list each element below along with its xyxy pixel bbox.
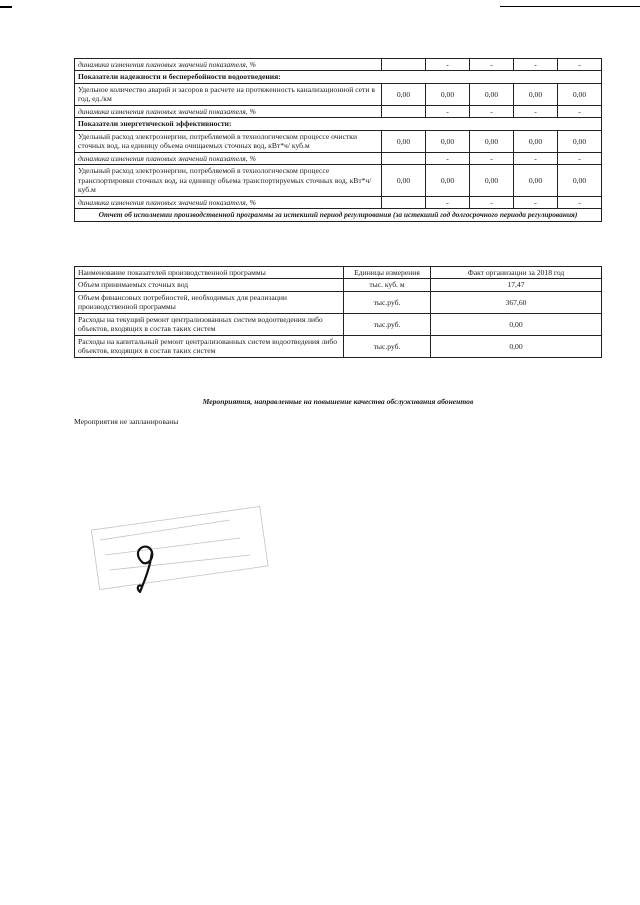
value-cell: 0,00 bbox=[382, 130, 426, 152]
value-cell: - bbox=[470, 105, 514, 117]
indicators-table bbox=[74, 58, 602, 222]
fact-value: 0,00 bbox=[431, 335, 602, 357]
value-cell bbox=[382, 152, 426, 164]
value-cell: 0,00 bbox=[426, 130, 470, 152]
value-cell: 0,00 bbox=[426, 83, 470, 105]
dynamics-row bbox=[75, 59, 602, 71]
table-row bbox=[75, 279, 602, 291]
row-label: динамика изменения плановых значений показателя, % bbox=[75, 196, 382, 208]
indicator-row bbox=[75, 165, 602, 196]
value-cell: - bbox=[558, 196, 602, 208]
row-label: Удельный расход электроэнергии, потребляемой в технологическом процессе очистки сточных вод, на единицу объема очищаемых сточных вод, кВт*ч/ куб.м bbox=[75, 130, 382, 152]
indicator-name: Объем финансовых потребностей, необходимых для реализации производственной программы bbox=[75, 291, 344, 313]
row-label: динамика изменения плановых значений показателя, % bbox=[75, 105, 382, 117]
row-label: Удельный расход электроэнергии, потребляемой в технологическом процессе транспортировки сточных вод, на единицу объема транспортируемых сточных вод, кВт*ч/ куб.м bbox=[75, 165, 382, 196]
value-cell: - bbox=[470, 59, 514, 71]
table-row bbox=[75, 291, 602, 313]
value-cell: - bbox=[514, 196, 558, 208]
indicator-name: Расходы на капитальный ремонт централизованных систем водоотведения либо объектов, входящих в состав таких систем bbox=[75, 335, 344, 357]
unit: тыс.руб. bbox=[344, 313, 431, 335]
handwritten-signature bbox=[138, 547, 152, 592]
row-label: динамика изменения плановых значений показателя, % bbox=[75, 152, 382, 164]
value-cell: - bbox=[558, 59, 602, 71]
row-label: динамика изменения плановых значений показателя, % bbox=[75, 59, 382, 71]
faded-stamp bbox=[91, 506, 268, 589]
unit: тыс.руб. bbox=[344, 335, 431, 357]
indicator-name: Объем принимаемых сточных вод bbox=[75, 279, 344, 291]
measures-heading: Мероприятия, направленные на повышение качества обслуживания абонентов bbox=[202, 397, 474, 406]
table-row bbox=[75, 313, 602, 335]
value-cell: - bbox=[426, 59, 470, 71]
table-row bbox=[75, 335, 602, 357]
table-header-row bbox=[75, 267, 602, 279]
section-header-row bbox=[75, 71, 602, 83]
value-cell: - bbox=[558, 152, 602, 164]
indicator-row bbox=[75, 83, 602, 105]
value-cell: 0,00 bbox=[514, 83, 558, 105]
value-cell: - bbox=[426, 196, 470, 208]
value-cell: - bbox=[514, 152, 558, 164]
fact-value: 17,47 bbox=[431, 279, 602, 291]
top-right-line bbox=[500, 6, 640, 7]
value-cell: 0,00 bbox=[382, 165, 426, 196]
unit: тыс.руб. bbox=[344, 291, 431, 313]
stamp-and-signature bbox=[80, 500, 280, 600]
value-cell: - bbox=[558, 105, 602, 117]
value-cell: - bbox=[426, 152, 470, 164]
value-cell: - bbox=[426, 105, 470, 117]
value-cell bbox=[382, 59, 426, 71]
report-title-row bbox=[75, 209, 602, 221]
value-cell bbox=[382, 105, 426, 117]
section-header: Показатели энергетической эффективности: bbox=[75, 118, 602, 130]
value-cell: 0,00 bbox=[558, 130, 602, 152]
value-cell: - bbox=[470, 152, 514, 164]
section-header-row bbox=[75, 118, 602, 130]
header-indicator-name: Наименование показателей производственной программы bbox=[75, 267, 344, 279]
header-fact-2018: Факт организации за 2018 год bbox=[431, 267, 602, 279]
value-cell: 0,00 bbox=[382, 83, 426, 105]
value-cell: 0,00 bbox=[470, 130, 514, 152]
dynamics-row bbox=[75, 196, 602, 208]
indicator-name: Расходы на текущий ремонт централизованных систем водоотведения либо объектов, входящих в состав таких систем bbox=[75, 313, 344, 335]
fact-value: 367,60 bbox=[431, 291, 602, 313]
value-cell: 0,00 bbox=[470, 165, 514, 196]
header-units: Единицы измерения bbox=[344, 267, 431, 279]
section-header: Показатели надежности и бесперебойности водоотведения: bbox=[75, 71, 602, 83]
production-program-report-table bbox=[74, 266, 602, 358]
unit: тыс. куб. м bbox=[344, 279, 431, 291]
dynamics-row bbox=[75, 152, 602, 164]
report-title: Отчет об исполнении производственной программы за истекший период регулирования (за истекший год долгосрочного периода регулирования) bbox=[75, 209, 602, 221]
value-cell: - bbox=[470, 196, 514, 208]
value-cell: 0,00 bbox=[558, 165, 602, 196]
row-label: Удельное количество аварий и засоров в расчете на протяженность канализационной сети в год, ед./км bbox=[75, 83, 382, 105]
indicator-row bbox=[75, 130, 602, 152]
value-cell: - bbox=[514, 59, 558, 71]
dynamics-row bbox=[75, 105, 602, 117]
top-left-mark bbox=[0, 6, 12, 8]
value-cell: 0,00 bbox=[426, 165, 470, 196]
fact-value: 0,00 bbox=[431, 313, 602, 335]
value-cell: 0,00 bbox=[514, 165, 558, 196]
value-cell: 0,00 bbox=[558, 83, 602, 105]
measures-text: Мероприятия не запланированы bbox=[74, 417, 179, 426]
value-cell bbox=[382, 196, 426, 208]
value-cell: 0,00 bbox=[514, 130, 558, 152]
value-cell: 0,00 bbox=[470, 83, 514, 105]
value-cell: - bbox=[514, 105, 558, 117]
